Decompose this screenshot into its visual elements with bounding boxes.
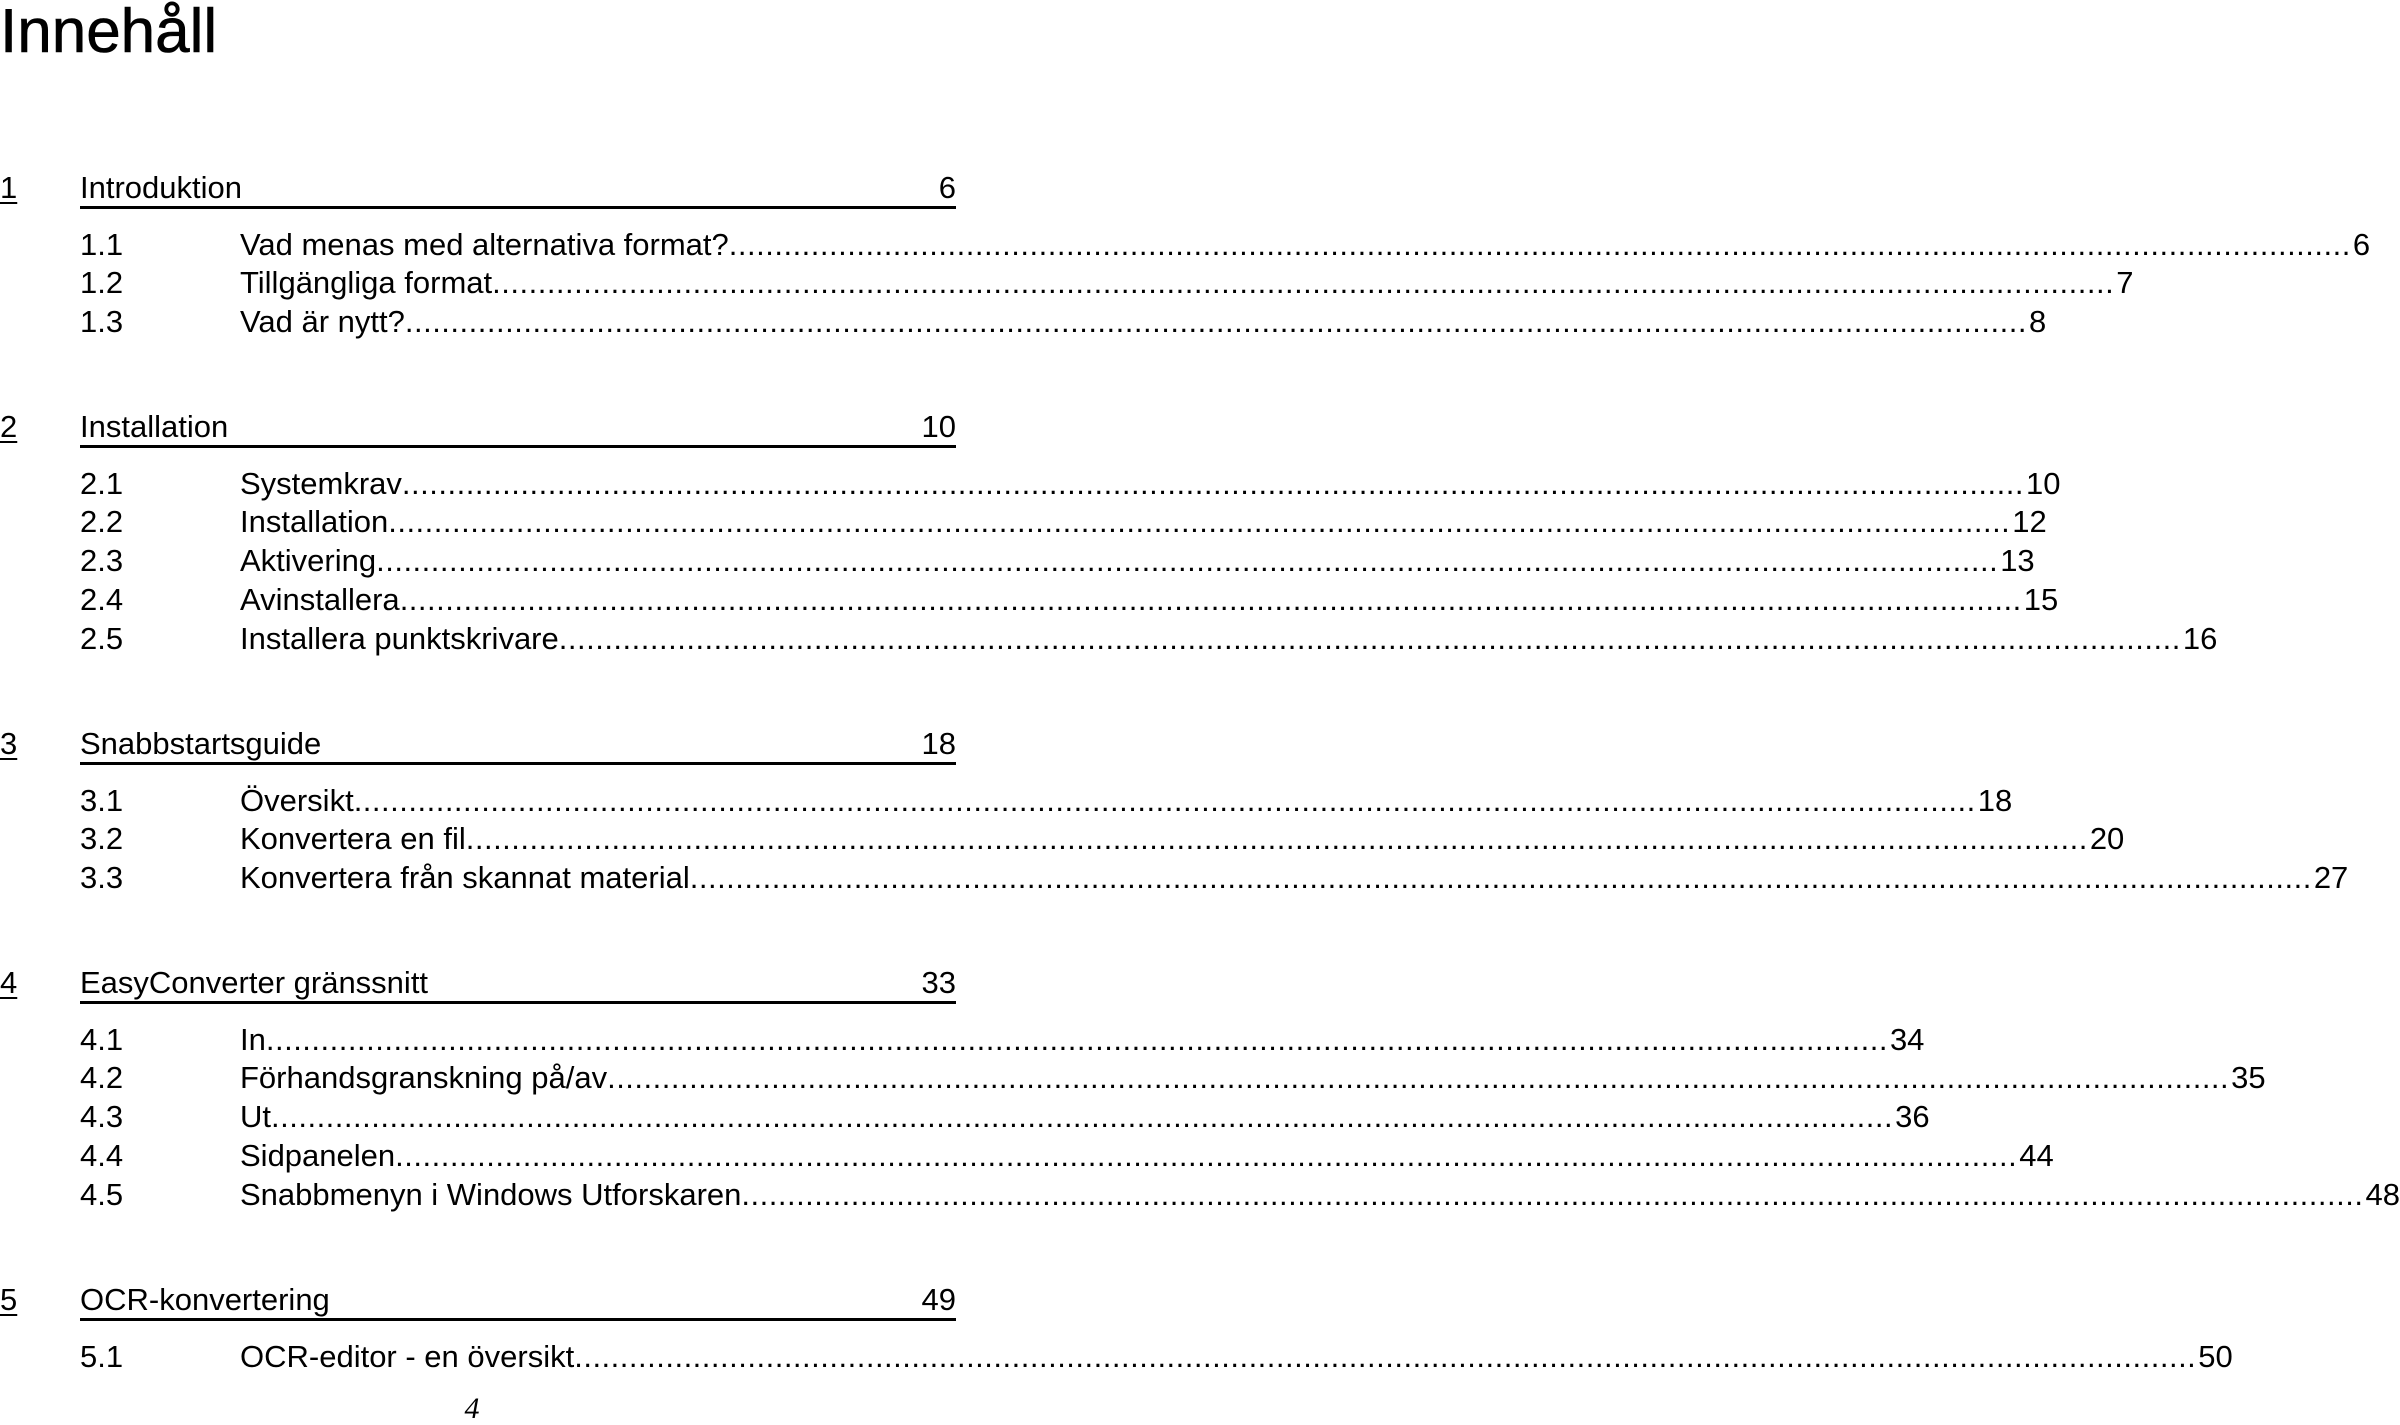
- chapter-page: 10: [921, 409, 956, 444]
- chapter-number: 5: [0, 1282, 18, 1317]
- toc-section-4-1[interactable]: [80, 1021, 1925, 1059]
- chapter-rule: [80, 206, 956, 209]
- section-title: In: [240, 1022, 266, 1057]
- section-title: Snabbmenyn i Windows Utforskaren: [240, 1177, 742, 1212]
- dot-leader: ..................................................................................................................................................................................: [271, 1099, 1894, 1134]
- chapter-number: 1: [0, 170, 18, 205]
- section-page: 36: [1895, 1099, 1930, 1134]
- section-number: 5.1: [80, 1339, 124, 1374]
- toc-section-2-3[interactable]: [80, 542, 2035, 580]
- toc-section-4-3[interactable]: [80, 1098, 1930, 1136]
- section-number: 1.1: [80, 227, 124, 262]
- section-number: 3.2: [80, 821, 124, 856]
- toc-section-4-2[interactable]: [80, 1059, 2266, 1097]
- section-number: 4.1: [80, 1022, 124, 1057]
- dot-leader: ..................................................................................................................................................................................: [401, 466, 2024, 501]
- chapter-title: OCR-konvertering: [80, 1282, 330, 1317]
- dot-leader: ..................................................................................................................................................................................: [399, 582, 2022, 617]
- section-number: 1.3: [80, 304, 124, 339]
- chapter-rule: [80, 1318, 956, 1321]
- dot-leader: ..................................................................................................................................................................................: [388, 504, 2011, 539]
- section-page: 27: [2313, 860, 2349, 895]
- dot-leader: ..................................................................................................................................................................................: [265, 1022, 1888, 1057]
- section-page: 12: [2012, 504, 2047, 539]
- dot-leader: ..................................................................................................................................................................................: [492, 265, 2115, 300]
- section-title: Konvertera en fil: [240, 821, 466, 856]
- section-number: 4.3: [80, 1099, 124, 1134]
- section-title: Aktivering: [240, 543, 377, 578]
- dot-leader: ..................................................................................................................................................................................: [607, 1060, 2230, 1095]
- toc-section-3-3[interactable]: [80, 859, 2349, 897]
- section-title: Översikt: [240, 783, 354, 818]
- section-number: 1.2: [80, 265, 124, 300]
- page-number: 4: [464, 1392, 480, 1425]
- section-title: Tillgängliga format: [240, 265, 493, 300]
- toc-chapter-4[interactable]: [0, 964, 958, 1004]
- chapter-number: 3: [0, 726, 18, 761]
- toc-section-1-1[interactable]: [80, 226, 2371, 264]
- section-title: Systemkrav: [240, 466, 402, 501]
- toc-chapter-1[interactable]: [0, 169, 958, 209]
- dot-leader: ..................................................................................................................................................................................: [353, 783, 1976, 818]
- dot-leader: ..................................................................................................................................................................................: [404, 304, 2027, 339]
- chapter-page: 6: [938, 170, 956, 205]
- section-page: 48: [2365, 1177, 2400, 1212]
- section-number: 2.2: [80, 504, 124, 539]
- section-title: Ut: [240, 1099, 271, 1134]
- section-title: Vad är nytt?: [240, 304, 405, 339]
- toc-section-3-1[interactable]: [80, 782, 2013, 820]
- section-number: 4.2: [80, 1060, 124, 1095]
- dot-leader: ..................................................................................................................................................................................: [376, 543, 1999, 578]
- dot-leader: ..................................................................................................................................................................................: [728, 227, 2351, 262]
- toc-chapter-5[interactable]: [0, 1281, 958, 1321]
- toc-section-5-1[interactable]: [80, 1338, 2233, 1376]
- chapter-title: Introduktion: [80, 170, 242, 205]
- section-page: 13: [2000, 543, 2035, 578]
- chapter-page: 49: [921, 1282, 956, 1317]
- chapter-title: Snabbstartsguide: [80, 726, 322, 761]
- section-page: 34: [1889, 1022, 1925, 1057]
- section-number: 2.5: [80, 621, 124, 656]
- section-title: Sidpanelen: [240, 1138, 396, 1173]
- toc-chapter-3[interactable]: [0, 725, 958, 765]
- section-title: Installera punktskrivare: [240, 621, 559, 656]
- section-number: 2.4: [80, 582, 124, 617]
- section-title: OCR-editor - en översikt: [240, 1339, 575, 1374]
- toc-section-1-2[interactable]: [80, 264, 2134, 302]
- toc-section-2-1[interactable]: [80, 465, 2061, 503]
- chapter-rule: [80, 1001, 956, 1004]
- section-page: 7: [2116, 265, 2134, 300]
- toc-section-2-2[interactable]: [80, 503, 2047, 541]
- section-page: 44: [2019, 1138, 2054, 1173]
- section-page: 16: [2182, 621, 2218, 656]
- toc-chapter-2[interactable]: [0, 408, 958, 448]
- section-page: 18: [1977, 783, 2013, 818]
- chapter-title: EasyConverter gränssnitt: [80, 965, 429, 1000]
- section-title: Konvertera från skannat material: [240, 860, 690, 895]
- page-title: Innehåll: [0, 0, 218, 66]
- dot-leader: ..................................................................................................................................................................................: [574, 1339, 2197, 1374]
- dot-leader: ..................................................................................................................................................................................: [558, 621, 2181, 656]
- toc-section-4-4[interactable]: [80, 1137, 2054, 1175]
- section-page: 50: [2198, 1339, 2233, 1374]
- section-title: Vad menas med alternativa format?: [240, 227, 729, 262]
- section-title: Avinstallera: [240, 582, 400, 617]
- chapter-rule: [80, 762, 956, 765]
- chapter-title: Installation: [80, 409, 229, 444]
- chapter-page: 18: [921, 726, 956, 761]
- section-number: 2.1: [80, 466, 124, 501]
- dot-leader: ..................................................................................................................................................................................: [689, 860, 2312, 895]
- dot-leader: ..................................................................................................................................................................................: [465, 821, 2088, 856]
- section-page: 20: [2089, 821, 2125, 856]
- chapter-page: 33: [921, 965, 956, 1000]
- toc-section-2-4[interactable]: [80, 581, 2059, 619]
- section-page: 6: [2352, 227, 2371, 262]
- chapter-rule: [80, 445, 956, 448]
- chapter-number: 4: [0, 965, 18, 1000]
- section-number: 4.4: [80, 1138, 124, 1173]
- section-number: 2.3: [80, 543, 124, 578]
- dot-leader: ..................................................................................................................................................................................: [741, 1177, 2364, 1212]
- toc-section-2-5[interactable]: [80, 620, 2218, 658]
- toc-section-1-3[interactable]: [80, 303, 2047, 341]
- section-page: 15: [2023, 582, 2059, 617]
- dot-leader: ..................................................................................................................................................................................: [395, 1138, 2018, 1173]
- section-number: 4.5: [80, 1177, 124, 1212]
- section-number: 3.3: [80, 860, 124, 895]
- section-page: 10: [2026, 466, 2061, 501]
- toc-section-3-2[interactable]: [80, 820, 2125, 858]
- section-title: Förhandsgranskning på/av: [240, 1060, 608, 1095]
- section-number: 3.1: [80, 783, 124, 818]
- section-page: 35: [2231, 1060, 2266, 1095]
- chapter-number: 2: [0, 409, 18, 444]
- section-title: Installation: [240, 504, 389, 539]
- section-page: 8: [2028, 304, 2047, 339]
- toc-section-4-5[interactable]: [80, 1176, 2400, 1214]
